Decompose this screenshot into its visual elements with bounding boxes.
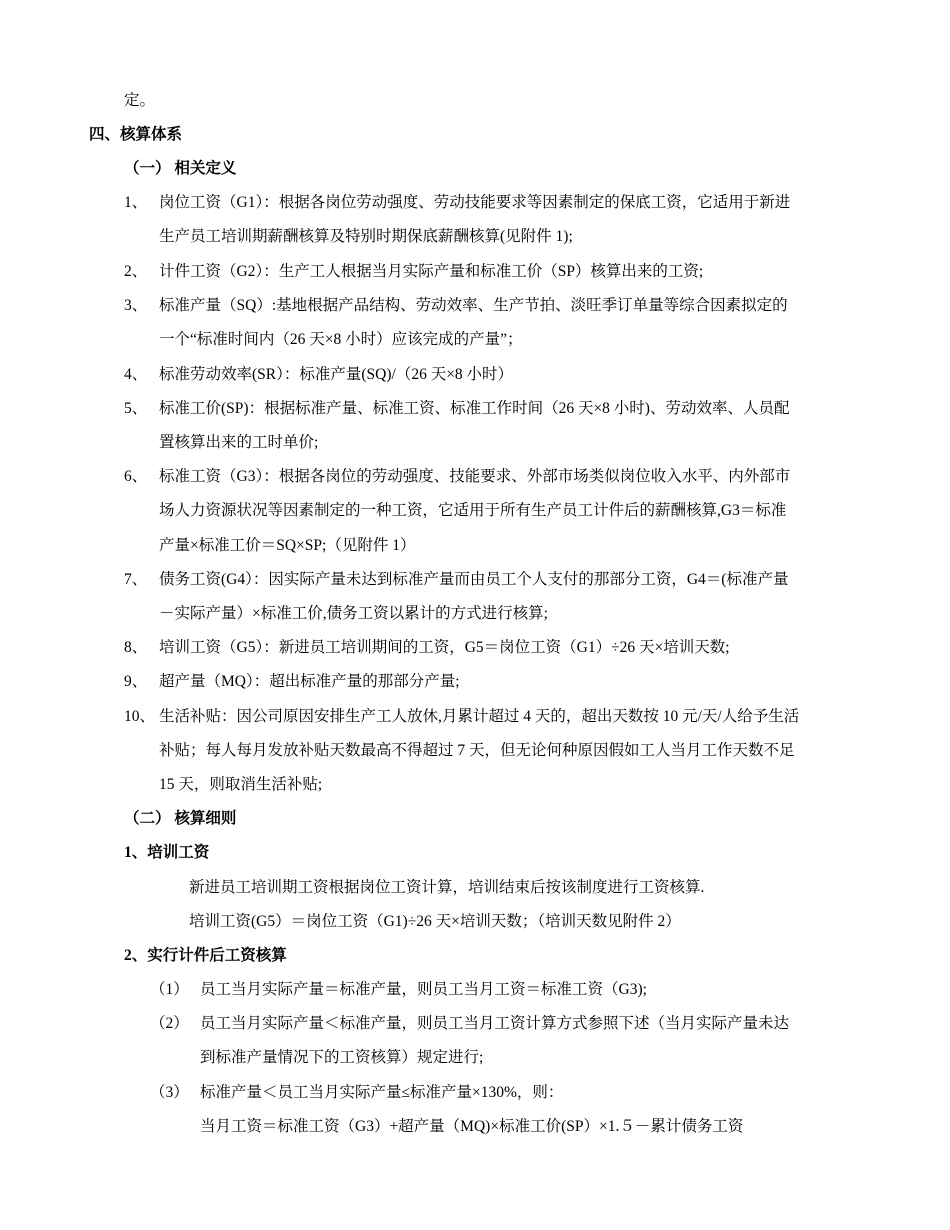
item-text: 一个“标准时间内（26 天×8 小时）应该完成的产量”； bbox=[159, 331, 523, 348]
item-number: 3、 bbox=[124, 297, 148, 314]
section-heading-accounting-system: 四、核算体系 bbox=[89, 126, 183, 143]
item-text: 补贴；每人每月发放补贴天数最高不得超过 7 天，但无论何种原因假如工人当月工作天数不足 bbox=[159, 742, 795, 759]
item-number: 6、 bbox=[124, 468, 148, 485]
item-number: 1、 bbox=[124, 194, 148, 211]
item-text: 15 天，则取消生活补贴; bbox=[159, 776, 323, 793]
item-text: 标准工资（G3）：根据各岗位的劳动强度、技能要求、外部市场类似岗位收入水平、内外部市 bbox=[159, 468, 791, 485]
item-text: 生产员工培训期薪酬核算及特别时期保底薪酬核算(见附件 1); bbox=[159, 228, 573, 245]
item-text: 标准工价(SP)：根据标准产量、标准工资、标准工作时间（26 天×8 小时)、劳动效率、人员配 bbox=[159, 400, 790, 417]
item-text: 岗位工资（G1）：根据各岗位劳动强度、劳动技能要求等因素制定的保底工资，它适用于新进 bbox=[159, 194, 791, 211]
training-formula: 培训工资(G5）＝岗位工资（G1)÷26 天×培训天数；（培训天数见附件 2） bbox=[189, 913, 681, 930]
item-text: 标准产量（SQ）:基地根据产品结构、劳动效率、生产节拍、淡旺季订单量等综合因素拟定的 bbox=[159, 297, 788, 314]
item-text: 债务工资(G4）：因实际产量未达到标准产量而由员工个人支付的那部分工资，G4＝(标准产量 bbox=[159, 571, 789, 588]
item-text: 培训工资（G5）：新进员工培训期间的工资，G5＝岗位工资（G1）÷26 天×培训天数; bbox=[159, 639, 730, 656]
item-number: 8、 bbox=[124, 639, 148, 656]
item-text: 标准劳动效率(SR）：标准产量(SQ)/（26 天×8 小时） bbox=[159, 366, 514, 383]
rule-heading-piece-rate-wage: 2、实行计件后工资核算 bbox=[124, 947, 287, 964]
item-text: 超产量（MQ）：超出标准产量的那部分产量; bbox=[159, 673, 460, 690]
item-text: 置核算出来的工时单价; bbox=[159, 434, 319, 451]
item-text: 到标准产量情况下的工资核算）规定进行; bbox=[200, 1049, 484, 1066]
item-text: 当月工资＝标准工资（G3）+超产量（MQ)×标准工价(SP）×1.５－累计债务工资 bbox=[200, 1118, 744, 1135]
item-text: 场人力资源状况等因素制定的一种工资，它适用于所有生产员工计件后的薪酬核算,G3＝标准 bbox=[159, 502, 787, 519]
item-number: 5、 bbox=[124, 400, 148, 417]
subsection-heading-accounting-rules: （二） 核算细则 bbox=[124, 810, 237, 827]
item-text: －实际产量）×标准工价,债务工资以累计的方式进行核算; bbox=[159, 605, 548, 622]
item-number: （1） bbox=[150, 981, 189, 998]
subsection-heading-definitions: （一） 相关定义 bbox=[124, 160, 237, 177]
training-paragraph: 新进员工培训期工资根据岗位工资计算，培训结束后按该制度进行工资核算. bbox=[189, 879, 705, 896]
item-text: 员工当月实际产量＜标准产量，则员工当月工资计算方式参照下述（当月实际产量未达 bbox=[200, 1015, 790, 1032]
item-text: 产量×标准工价＝SQ×SP;（见附件 1） bbox=[159, 537, 416, 554]
item-number: 7、 bbox=[124, 571, 148, 588]
rule-heading-training-wage: 1、培训工资 bbox=[124, 844, 210, 861]
item-number: 4、 bbox=[124, 366, 148, 383]
item-text: 标准产量＜员工当月实际产量≤标准产量×130%，则： bbox=[200, 1084, 564, 1101]
item-text: 生活补贴：因公司原因安排生产工人放休,月累计超过 4 天的，超出天数按 10 元/天/人给予生活 bbox=[159, 708, 800, 725]
item-number: 9、 bbox=[124, 673, 148, 690]
item-number: （2） bbox=[150, 1015, 189, 1032]
continuation-line: 定。 bbox=[124, 92, 156, 109]
item-text: 员工当月实际产量＝标准产量，则员工当月工资＝标准工资（G3); bbox=[200, 981, 647, 998]
item-number: （3） bbox=[150, 1084, 189, 1101]
item-number: 2、 bbox=[124, 263, 148, 280]
item-number: 10、 bbox=[124, 708, 156, 725]
item-text: 计件工资（G2）：生产工人根据当月实际产量和标准工价（SP）核算出来的工资; bbox=[159, 263, 704, 280]
